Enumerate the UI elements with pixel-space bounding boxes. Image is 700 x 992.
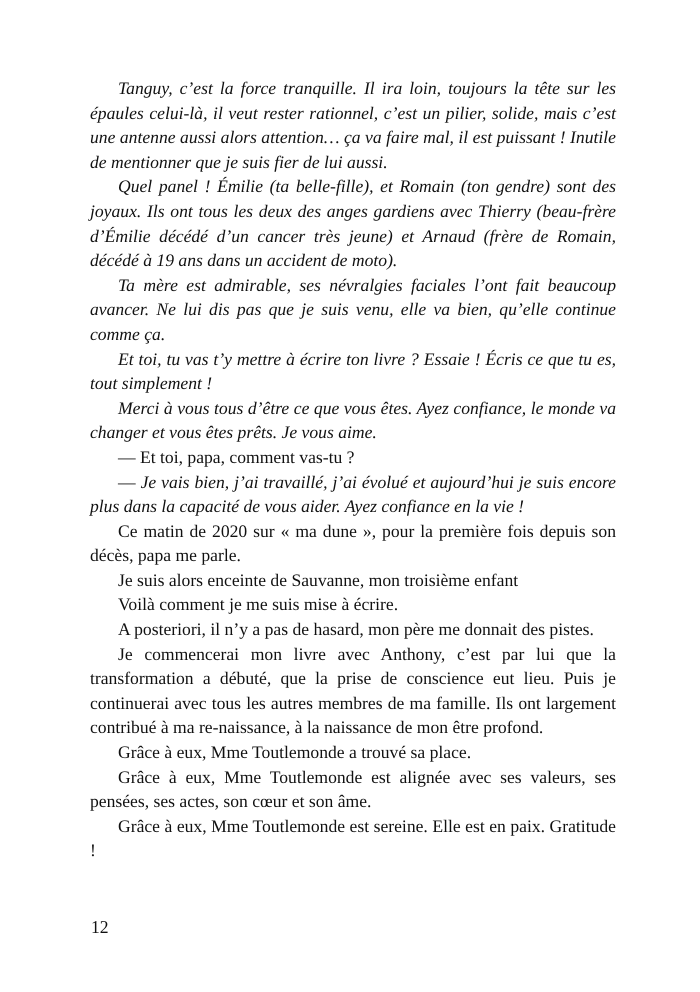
page-body xyxy=(90,76,616,863)
paragraph-no-chance: A posteriori, il n’y a pas de hasard, mon père me donnait des pistes. xyxy=(118,619,594,640)
paragraph-gratitude-1: Grâce à eux, Mme Toutlemonde a trouvé sa place. xyxy=(118,742,472,763)
paragraph-morning-2020: Ce matin de 2020 sur « ma dune », pour la première fois depuis son décès, papa me parle. xyxy=(90,520,616,566)
paragraph-thanks: Merci à vous tous d’être ce que vous êtes. Ayez confiance, le monde va changer et vous êtes prêts. Je vous aime. xyxy=(90,397,616,443)
paragraph-pregnant: Je suis alors enceinte de Sauvanne, mon troisième enfant xyxy=(118,569,519,590)
paragraph-gratitude-2: Grâce à eux, Mme Toutlemonde est alignée avec ses valeurs, ses pensées, ses actes, son cœur et son âme. xyxy=(90,766,616,812)
dialogue-question: — Et toi, papa, comment vas-tu ? xyxy=(118,446,355,467)
paragraph-panel: Quel panel ! Émilie (ta belle-fille), et Romain (ton gendre) sont des joyaux. Ils ont tous les deux des anges gardiens avec Thierry (beau-frère d’Émilie décédé d’un cancer très jeune) et Arnaud (frère de Romain, décédé à 19 ans dans un accident de moto). xyxy=(90,176,616,271)
dialogue-dash: — xyxy=(118,471,141,492)
paragraph-mother: Ta mère est admirable, ses névralgies faciales l’ont fait beaucoup avancer. Ne lui dis pas que je suis venu, elle va bien, qu’elle continue comme ça. xyxy=(90,274,616,344)
paragraph-write-book: Et toi, tu vas t’y mettre à écrire ton livre ? Essaie ! Écris ce que tu es, tout simplement ! xyxy=(90,348,616,394)
paragraph-tanguy: Tanguy, c’est la force tranquille. Il ira loin, toujours la tête sur les épaules celui-là, il veut rester rationnel, c’est un pilier, solide, mais c’est une antenne aussi alors attention… ça va faire mal, il est puissant ! Inutile de mentionner que je suis fier de lui aussi. xyxy=(90,78,616,172)
paragraph-anthony: Je commencerai mon livre avec Anthony, c’est par lui que la transformation a débuté, que la prise de conscience eut lieu. Puis je continuerai avec tous les autres membres de ma famille. Ils ont largement contribué à ma re-naissance, à la naissance de mon être profond. xyxy=(90,643,616,738)
paragraph-gratitude-3: Grâce à eux, Mme Toutlemonde est sereine. Elle est en paix. Gratitude ! xyxy=(90,815,616,861)
paragraph-began-writing: Voilà comment je me suis mise à écrire. xyxy=(118,594,399,615)
page-number: 12 xyxy=(91,917,109,937)
dialogue-answer xyxy=(90,470,616,519)
dialogue-answer-text: Je vais bien, j’ai travaillé, j’ai évolué et aujourd’hui je suis encore plus dans la capacité de vous aider. Ayez confiance en la vie ! xyxy=(90,471,616,517)
